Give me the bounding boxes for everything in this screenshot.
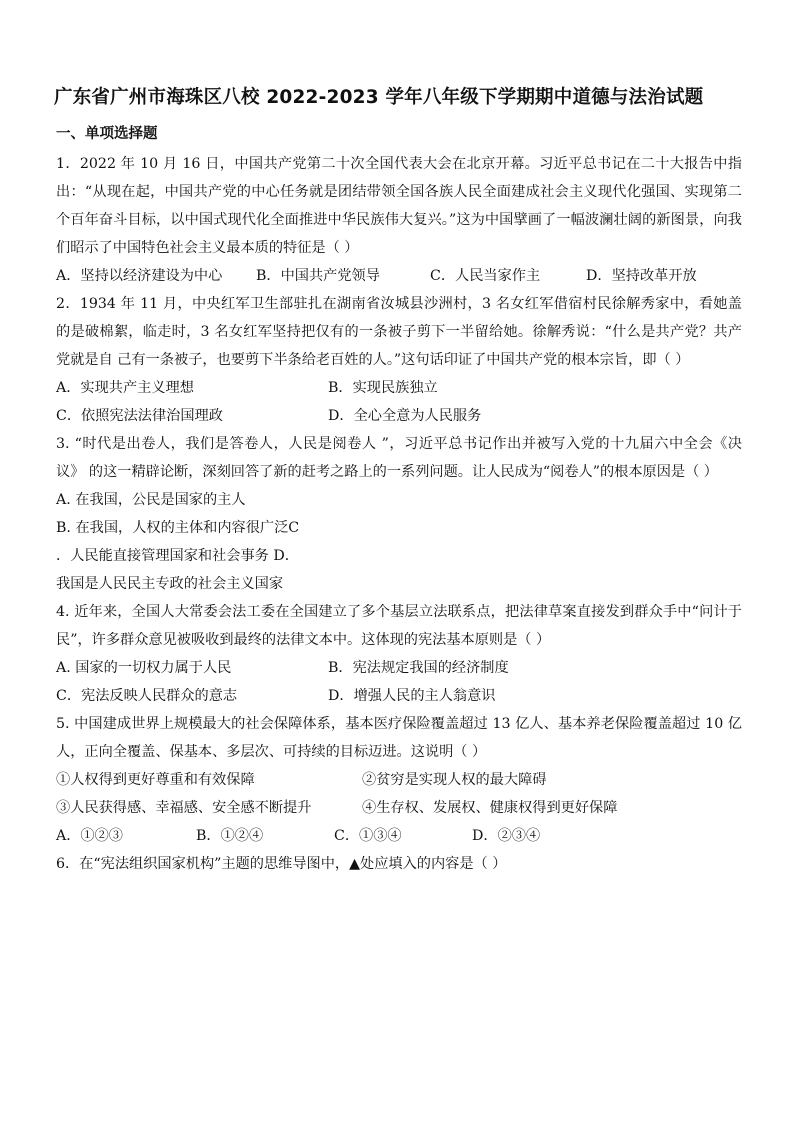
question-4-option-c[interactable]: C．宪法反映人民群众的意志 [56, 688, 238, 704]
question-4 [56, 598, 742, 710]
question-3-line-1[interactable]: A. 在我国，公民是国家的主人 [56, 492, 246, 508]
question-4-options-row-2 [56, 682, 742, 710]
question-2-options-row-1 [56, 374, 742, 402]
question-4-option-a[interactable]: A. 国家的一切权力属于人民 [56, 660, 232, 676]
question-2-option-c[interactable]: C．依照宪法法律治国理政 [56, 408, 223, 424]
question-4-option-b[interactable]: B．宪法规定我国的经济制度 [328, 660, 509, 676]
question-5 [56, 710, 742, 850]
question-3 [56, 430, 742, 598]
question-2-stem: 2．1934 年 11 月，中央红军卫生部驻扎在湖南省汝城县沙洲村，3 名女红军借宿村民徐解秀家中，看她盖的是破棉絮，临走时，3 名女红军坚持把仅有的一条被子剪下一半留给她。徐解秀说：“什么是共产党？共产党就是自 己有一条被子，也要剪下半条给老百姓的人。”这句话印证了中国共产党的根本宗旨，即（ ） [56, 296, 742, 368]
question-3-line-4[interactable]: 我国是人民民主专政的社会主义国家 [56, 576, 284, 592]
question-3-line-2[interactable]: B. 在我国，人权的主体和内容很广泛C [56, 520, 300, 536]
question-5-option-a[interactable]: A．①②③ [56, 828, 123, 844]
question-5-option-d[interactable]: D．②③④ [472, 828, 541, 844]
question-5-statement-2: ②贫穷是实现人权的最大障碍 [362, 772, 547, 788]
question-4-options-row-1 [56, 654, 742, 682]
question-1 [56, 150, 742, 290]
question-2-option-d[interactable]: D．全心全意为人民服务 [328, 408, 482, 424]
question-5-statements-row-2 [56, 794, 742, 822]
question-3-stem: 3. “时代是出卷人，我们是答卷人，人民是阅卷人 ”，习近平总书记作出并被写入党的十九届六中全会《决议》 的这一精辟论断，深刻回答了新的赶考之路上的一系列问题。让人民成为“阅卷人”的根本原因是（ ） [56, 436, 742, 480]
question-1-option-a[interactable]: A．坚持以经济建设为中心 [56, 268, 223, 284]
question-1-options [56, 262, 742, 290]
question-5-options [56, 822, 742, 850]
question-3-line-3[interactable]: ．人民能直接管理国家和社会事务 D． [56, 548, 299, 564]
question-4-stem: 4. 近年来，全国人大常委会法工委在全国建立了多个基层立法联系点，把法律草案直接发到群众手中“问计于民”，许多群众意见被吸收到最终的法律文本中。这体现的宪法基本原则是（ ） [56, 604, 742, 648]
question-5-statements-row-1 [56, 766, 742, 794]
question-5-statement-4: ④生存权、发展权、健康权得到更好保障 [362, 800, 618, 816]
question-5-stem: 5. 中国建成世界上规模最大的社会保障体系，基本医疗保险覆盖超过 13 亿人、基本养老保险覆盖超过 10 亿人，正向全覆盖、保基本、多层次、可持续的目标迈进。这说明（ ） [56, 716, 742, 760]
question-4-option-d[interactable]: D．增强人民的主人翁意识 [328, 688, 496, 704]
question-5-option-b[interactable]: B．①②④ [196, 828, 264, 844]
question-1-stem: 1．2022 年 10 月 16 日，中国共产党第二十次全国代表大会在北京开幕。习近平总书记在二十大报告中指出：“从现在起，中国共产党的中心任务就是团结带领全国各族人民全面建成社会主义现代化强国、实现第二个百年奋斗目标，以中国式现代化全面推进中华民族伟大复兴。”这为中国擘画了一幅波澜壮阔的新图景，向我们昭示了中国特色社会主义最本质的特征是（ ） [56, 156, 742, 256]
question-1-option-c[interactable]: C．人民当家作主 [430, 268, 541, 284]
question-1-option-b[interactable]: B．中国共产党领导 [256, 268, 380, 284]
section-heading: 一、单项选择题 [56, 126, 158, 142]
question-5-option-c[interactable]: C．①③④ [334, 828, 402, 844]
question-5-statement-3: ③人民获得感、幸福感、安全感不断提升 [56, 800, 312, 816]
question-2 [56, 290, 742, 430]
question-6 [56, 850, 742, 878]
question-2-options-row-2 [56, 402, 742, 430]
question-6-stem: 6．在“宪法组织国家机构”主题的思维导图中，▲处应填入的内容是（ ） [56, 856, 507, 872]
question-2-option-b[interactable]: B．实现民族独立 [328, 380, 438, 396]
question-5-statement-1: ①人权得到更好尊重和有效保障 [56, 772, 255, 788]
page-title: 广东省广州市海珠区八校 2022-2023 学年八年级下学期期中道德与法治试题 [54, 87, 704, 108]
question-2-option-a[interactable]: A．实现共产主义理想 [56, 380, 194, 396]
question-1-option-d[interactable]: D．坚持改革开放 [586, 268, 697, 284]
exam-page [56, 86, 742, 878]
